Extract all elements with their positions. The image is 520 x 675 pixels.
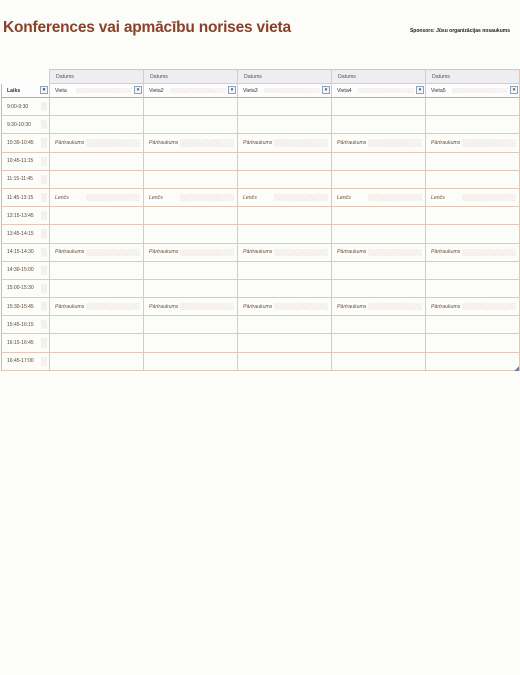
time-cell-text: 10:30-10:45 [7, 139, 34, 146]
schedule-cell[interactable] [238, 353, 332, 371]
schedule-cell[interactable] [332, 207, 426, 225]
schedule-cell[interactable] [332, 353, 426, 371]
schedule-cell[interactable] [50, 262, 144, 280]
schedule-cell[interactable] [426, 262, 520, 280]
column-header-2-text: Vieta2 [149, 87, 164, 94]
schedule-cell[interactable] [426, 171, 520, 189]
time-column-header[interactable] [1, 84, 50, 98]
column-header-1[interactable] [50, 84, 144, 98]
schedule-cell[interactable] [238, 334, 332, 352]
schedule-cell[interactable] [50, 207, 144, 225]
event-cell-text: Pārtraukums [149, 139, 179, 146]
event-cell-text: Pārtraukums [337, 139, 367, 146]
date-header-3-text: Datums [244, 73, 262, 80]
schedule-cell[interactable] [144, 116, 238, 134]
event-cell[interactable] [144, 189, 238, 207]
event-cell-text: Pārtraukums [149, 249, 179, 256]
event-cell[interactable] [144, 244, 238, 262]
schedule-cell[interactable] [332, 280, 426, 298]
event-cell[interactable] [332, 244, 426, 262]
event-cell[interactable] [426, 298, 520, 316]
schedule-cell[interactable] [144, 207, 238, 225]
event-cell[interactable] [238, 134, 332, 152]
page-title: Konferences vai apmācību norises vieta [3, 19, 291, 36]
schedule-cell[interactable] [238, 116, 332, 134]
chevron-down-icon: ▾ [230, 86, 234, 93]
schedule-cell[interactable] [50, 171, 144, 189]
event-cell-text: Pārtraukums [243, 303, 273, 310]
event-cell[interactable] [50, 244, 144, 262]
schedule-cell[interactable] [50, 153, 144, 171]
resize-handle-icon[interactable] [514, 366, 519, 371]
event-cell-text: Pārtraukums [243, 139, 273, 146]
event-cell-text: Pārtraukums [431, 303, 461, 310]
schedule-cell[interactable] [332, 116, 426, 134]
event-cell[interactable] [238, 298, 332, 316]
date-header-2-text: Datums [150, 73, 168, 80]
schedule-cell[interactable] [426, 280, 520, 298]
time-cell-text: 13:45-14:15 [7, 230, 34, 237]
chevron-down-icon: ▾ [42, 86, 46, 93]
schedule-cell[interactable] [426, 334, 520, 352]
time-cell-text: 15:30-15:45 [7, 303, 34, 310]
time-cell[interactable] [1, 98, 50, 116]
schedule-cell[interactable] [50, 98, 144, 116]
schedule-cell[interactable] [238, 153, 332, 171]
event-cell-text: Pārtraukums [337, 303, 367, 310]
filter-dropdown-button[interactable] [510, 86, 518, 94]
event-cell[interactable] [332, 298, 426, 316]
event-cell-text: Lenčs [337, 194, 351, 201]
date-header-4[interactable] [332, 69, 426, 84]
table-corner [1, 69, 50, 84]
schedule-cell[interactable] [238, 316, 332, 334]
event-cell[interactable] [144, 298, 238, 316]
schedule-cell[interactable] [332, 171, 426, 189]
schedule-cell[interactable] [332, 153, 426, 171]
time-cell[interactable] [1, 189, 50, 207]
column-header-1-text: Vieta [55, 87, 67, 94]
event-cell[interactable] [238, 244, 332, 262]
date-header-4-text: Datums [338, 73, 356, 80]
column-header-4[interactable] [332, 84, 426, 98]
schedule-cell[interactable] [144, 353, 238, 371]
event-cell[interactable] [50, 189, 144, 207]
column-header-4-text: Vieta4 [337, 87, 352, 94]
event-cell-text: Pārtraukums [243, 249, 273, 256]
time-cell[interactable] [1, 298, 50, 316]
date-header-1[interactable] [50, 69, 144, 84]
time-cell-text: 9:30-10:30 [7, 121, 31, 128]
event-cell-text: Pārtraukums [431, 249, 461, 256]
schedule-cell[interactable] [144, 98, 238, 116]
time-cell[interactable] [1, 225, 50, 243]
event-cell-text: Lenčs [243, 194, 257, 201]
column-header-5-text: Vieta5 [431, 87, 446, 94]
event-cell-text: Lenčs [431, 194, 445, 201]
time-cell[interactable] [1, 334, 50, 352]
schedule-cell[interactable] [332, 334, 426, 352]
schedule-cell[interactable] [238, 225, 332, 243]
chevron-down-icon: ▾ [136, 86, 140, 93]
schedule-cell[interactable] [426, 98, 520, 116]
schedule-cell[interactable] [238, 262, 332, 280]
schedule-cell[interactable] [144, 262, 238, 280]
event-cell-text: Pārtraukums [55, 139, 85, 146]
schedule-cell[interactable] [332, 225, 426, 243]
time-cell[interactable] [1, 134, 50, 152]
time-cell-text: 10:45-11:15 [7, 158, 34, 165]
schedule-cell[interactable] [238, 98, 332, 116]
date-header-1-text: Datums [56, 73, 74, 80]
schedule-cell[interactable] [332, 262, 426, 280]
time-cell-text: 15:45-16:15 [7, 321, 34, 328]
time-cell[interactable] [1, 244, 50, 262]
column-header-3-text: Vieta3 [243, 87, 258, 94]
event-cell[interactable] [426, 189, 520, 207]
date-header-3[interactable] [238, 69, 332, 84]
time-cell[interactable] [1, 153, 50, 171]
schedule-cell[interactable] [50, 280, 144, 298]
event-cell[interactable] [426, 244, 520, 262]
event-cell-text: Lenčs [149, 194, 163, 201]
event-cell[interactable] [50, 134, 144, 152]
event-cell[interactable] [332, 189, 426, 207]
schedule-cell[interactable] [144, 225, 238, 243]
time-cell-text: 16:15-16:45 [7, 340, 34, 347]
time-cell-text: 15:00-15:30 [7, 285, 34, 292]
time-cell[interactable] [1, 316, 50, 334]
schedule-cell[interactable] [332, 316, 426, 334]
schedule-cell[interactable] [50, 116, 144, 134]
schedule-cell[interactable] [426, 353, 520, 371]
time-column-header-text: Laiks [7, 87, 21, 94]
schedule-cell[interactable] [238, 171, 332, 189]
event-cell-text: Lenčs [55, 194, 69, 201]
schedule-cell[interactable] [144, 171, 238, 189]
column-header-2[interactable] [144, 84, 238, 98]
time-cell-text: 16:45-17:00 [7, 358, 34, 365]
time-cell[interactable] [1, 280, 50, 298]
schedule-cell[interactable] [144, 334, 238, 352]
event-cell-text: Pārtraukums [337, 249, 367, 256]
filter-dropdown-button[interactable] [228, 86, 236, 94]
time-cell-text: 14:30-15:00 [7, 267, 34, 274]
schedule-cell[interactable] [238, 207, 332, 225]
time-cell[interactable] [1, 116, 50, 134]
filter-dropdown-button[interactable] [322, 86, 330, 94]
schedule-cell[interactable] [50, 316, 144, 334]
chevron-down-icon: ▾ [512, 86, 516, 93]
date-header-5-text: Datums [432, 73, 450, 80]
time-cell-text: 14:15-14:30 [7, 249, 34, 256]
date-header-2[interactable] [144, 69, 238, 84]
time-cell[interactable] [1, 207, 50, 225]
chevron-down-icon: ▾ [418, 86, 422, 93]
event-cell[interactable] [426, 134, 520, 152]
schedule-cell[interactable] [144, 153, 238, 171]
event-cell[interactable] [144, 134, 238, 152]
schedule-cell[interactable] [426, 153, 520, 171]
event-cell-text: Pārtraukums [431, 139, 461, 146]
schedule-cell[interactable] [332, 98, 426, 116]
chevron-down-icon: ▾ [324, 86, 328, 93]
event-cell[interactable] [238, 189, 332, 207]
event-cell[interactable] [50, 298, 144, 316]
schedule-cell[interactable] [50, 353, 144, 371]
time-cell-text: 11:15-11:45 [7, 176, 33, 183]
schedule-cell[interactable] [144, 280, 238, 298]
time-cell-text: 11:45-13:15 [7, 194, 34, 201]
schedule-cell[interactable] [50, 334, 144, 352]
column-header-3[interactable] [238, 84, 332, 98]
schedule-cell[interactable] [426, 225, 520, 243]
time-cell[interactable] [1, 171, 50, 189]
event-cell[interactable] [332, 134, 426, 152]
event-cell-text: Pārtraukums [149, 303, 179, 310]
time-cell-text: 13:15-13:45 [7, 212, 34, 219]
schedule-cell[interactable] [426, 316, 520, 334]
date-header-5[interactable] [426, 69, 520, 84]
event-cell-text: Pārtraukums [55, 249, 85, 256]
schedule-cell[interactable] [426, 116, 520, 134]
time-cell-text: 9:00-9:30 [7, 103, 29, 110]
event-cell-text: Pārtraukums [55, 303, 85, 310]
time-cell[interactable] [1, 353, 50, 371]
schedule-cell[interactable] [144, 316, 238, 334]
schedule-table [1, 69, 520, 371]
time-cell[interactable] [1, 262, 50, 280]
schedule-cell[interactable] [50, 225, 144, 243]
filter-dropdown-button[interactable] [40, 86, 48, 94]
schedule-cell[interactable] [426, 207, 520, 225]
filter-dropdown-button[interactable] [134, 86, 142, 94]
filter-dropdown-button[interactable] [416, 86, 424, 94]
sponsor-text[interactable]: Sponsors: Jūsu organizācijas nosaukums [409, 28, 510, 34]
column-header-5[interactable] [426, 84, 520, 98]
schedule-cell[interactable] [238, 280, 332, 298]
